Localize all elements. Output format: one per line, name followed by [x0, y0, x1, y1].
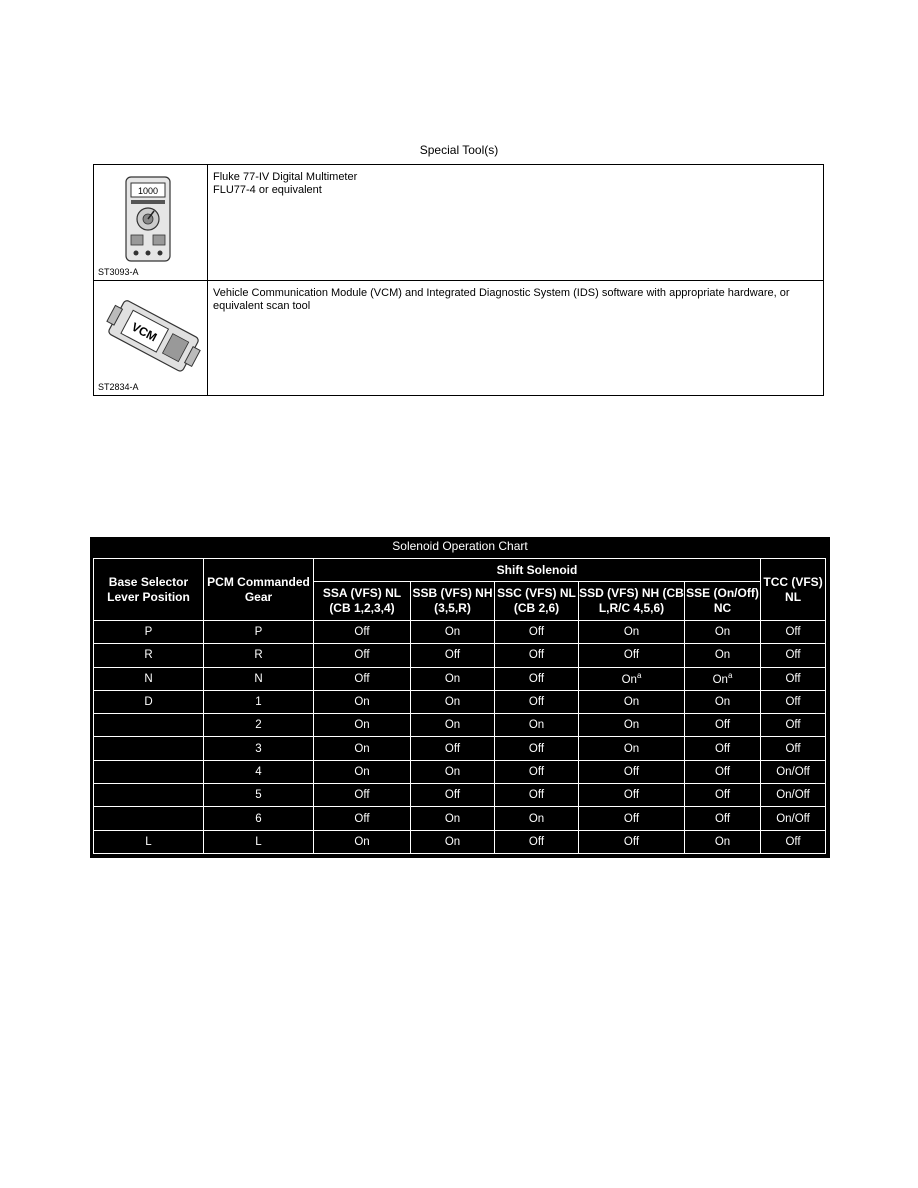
cell-ssd: Off [579, 807, 685, 830]
cell-tcc: Off [761, 830, 826, 853]
cell-ssa: Off [314, 784, 411, 807]
tool-description [208, 165, 824, 281]
cell-ssc: Off [495, 667, 579, 690]
cell-lever [94, 737, 204, 760]
table-row [94, 690, 826, 713]
cell-gear: L [204, 830, 314, 853]
tool-row [94, 280, 824, 396]
table-row [94, 737, 826, 760]
cell-ssb: On [411, 807, 495, 830]
table-row [94, 621, 826, 644]
cell-ssa: Off [314, 807, 411, 830]
table-row [94, 760, 826, 783]
cell-sse: Off [685, 714, 761, 737]
cell-ssd: Off [579, 644, 685, 667]
tool-description [208, 280, 824, 396]
header-ssa: SSA (VFS) NL (CB 1,2,3,4) [314, 582, 411, 621]
vcm-module-icon [102, 289, 206, 381]
header-pcm-gear: PCM Commanded Gear [204, 559, 314, 621]
cell-lever: P [94, 621, 204, 644]
cell-ssc: Off [495, 621, 579, 644]
cell-gear: 2 [204, 714, 314, 737]
cell-ssc: On [495, 714, 579, 737]
cell-ssc: Off [495, 784, 579, 807]
cell-ssd: On [579, 621, 685, 644]
cell-ssb: On [411, 621, 495, 644]
header-row [94, 559, 826, 582]
cell-ssb: On [411, 667, 495, 690]
cell-tcc: Off [761, 690, 826, 713]
cell-ssb: On [411, 830, 495, 853]
cell-lever [94, 714, 204, 737]
cell-ssd: On [579, 737, 685, 760]
cell-ssb: Off [411, 644, 495, 667]
cell-sse: On [685, 830, 761, 853]
vcm-label-text: VCM [129, 319, 160, 345]
cell-ssc: Off [495, 644, 579, 667]
header-base-selector: Base Selector Lever Position [94, 559, 204, 621]
chart-title: Solenoid Operation Chart [392, 539, 528, 553]
table-row [94, 784, 826, 807]
footnote-marker: a [727, 671, 733, 681]
cell-tcc: Off [761, 714, 826, 737]
table-row [94, 714, 826, 737]
cell-ssd-value: On [621, 674, 637, 687]
cell-gear: 3 [204, 737, 314, 760]
cell-gear: P [204, 621, 314, 644]
cell-ssc: Off [495, 737, 579, 760]
cell-ssd: Off [579, 784, 685, 807]
cell-lever: R [94, 644, 204, 667]
cell-ssd: Off [579, 760, 685, 783]
table-row [94, 667, 826, 690]
cell-tcc: Off [761, 667, 826, 690]
header-ssd: SSD (VFS) NH (CB L,R/C 4,5,6) [579, 582, 685, 621]
cell-ssa: Off [314, 644, 411, 667]
tool-code: ST3093-A [98, 266, 139, 277]
cell-ssc: On [495, 807, 579, 830]
cell-ssa: Off [314, 667, 411, 690]
cell-lever: N [94, 667, 204, 690]
cell-tcc: On/Off [761, 760, 826, 783]
cell-ssb: On [411, 714, 495, 737]
tool-image-cell [94, 280, 208, 396]
cell-ssb: Off [411, 737, 495, 760]
cell-sse: Off [685, 737, 761, 760]
cell-ssd [579, 667, 685, 690]
solenoid-operation-chart [90, 537, 830, 858]
header-ssb: SSB (VFS) NH (3,5,R) [411, 582, 495, 621]
cell-sse: On [685, 690, 761, 713]
cell-gear: 6 [204, 807, 314, 830]
cell-ssd: On [579, 714, 685, 737]
tool-image-cell [94, 165, 208, 281]
cell-sse: Off [685, 784, 761, 807]
cell-tcc: Off [761, 737, 826, 760]
special-tools-table [93, 164, 824, 396]
special-tools-caption: Special Tool(s) [419, 143, 499, 157]
cell-ssc: Off [495, 760, 579, 783]
tool-row [94, 165, 824, 281]
cell-lever: L [94, 830, 204, 853]
header-sse: SSE (On/Off) NC [685, 582, 761, 621]
cell-sse: On [685, 621, 761, 644]
footnote-marker: a [636, 671, 642, 681]
cell-tcc: Off [761, 644, 826, 667]
cell-ssa: On [314, 714, 411, 737]
tool-detail: FLU77-4 or equivalent [213, 184, 322, 196]
cell-gear: 4 [204, 760, 314, 783]
tool-name: Vehicle Communication Module (VCM) and Integrated Diagnostic System (IDS) software with appropriate hardware, or equivalent scan tool [213, 286, 790, 312]
cell-sse: On [685, 644, 761, 667]
cell-tcc: On/Off [761, 807, 826, 830]
cell-ssa: On [314, 737, 411, 760]
table-row [94, 807, 826, 830]
cell-ssa: On [314, 830, 411, 853]
cell-lever [94, 784, 204, 807]
cell-gear: R [204, 644, 314, 667]
cell-sse [685, 667, 761, 690]
tool-name: Fluke 77-IV Digital Multimeter [213, 171, 358, 183]
cell-ssd: On [579, 690, 685, 713]
cell-lever [94, 807, 204, 830]
cell-ssa: On [314, 760, 411, 783]
cell-ssc: Off [495, 690, 579, 713]
header-shift-solenoid: Shift Solenoid [314, 559, 761, 582]
cell-tcc: On/Off [761, 784, 826, 807]
cell-ssa: On [314, 690, 411, 713]
cell-sse-value: On [712, 674, 728, 687]
cell-ssa: Off [314, 621, 411, 644]
cell-ssc: Off [495, 830, 579, 853]
solenoid-table [93, 558, 826, 854]
cell-tcc: Off [761, 621, 826, 644]
cell-ssb: On [411, 760, 495, 783]
cell-ssb: Off [411, 784, 495, 807]
multimeter-icon [102, 173, 182, 263]
cell-ssd: Off [579, 830, 685, 853]
cell-sse: Off [685, 760, 761, 783]
cell-gear: 5 [204, 784, 314, 807]
cell-gear: N [204, 667, 314, 690]
cell-lever [94, 760, 204, 783]
header-ssc: SSC (VFS) NL (CB 2,6) [495, 582, 579, 621]
header-tcc: TCC (VFS) NL [761, 559, 826, 621]
cell-lever: D [94, 690, 204, 713]
cell-ssb: On [411, 690, 495, 713]
cell-gear: 1 [204, 690, 314, 713]
table-row [94, 830, 826, 853]
tool-code: ST2834-A [98, 382, 139, 392]
table-row [94, 644, 826, 667]
cell-sse: Off [685, 807, 761, 830]
multimeter-display-text: 1000 [137, 186, 159, 196]
